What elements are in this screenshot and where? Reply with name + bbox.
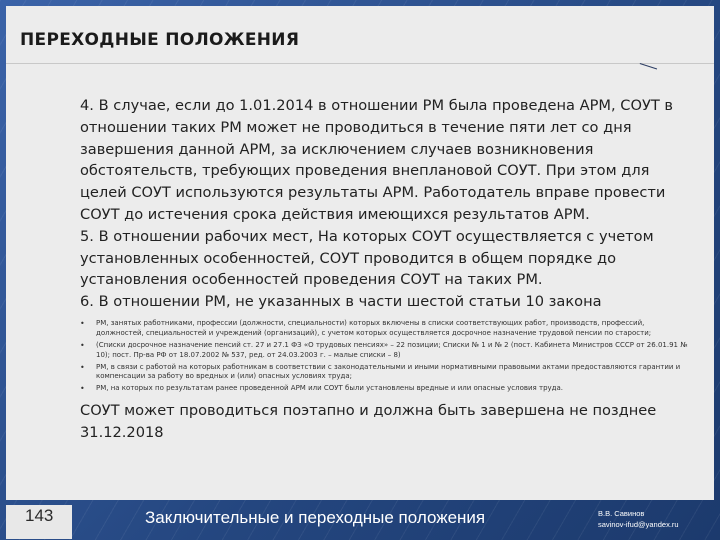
paragraph-4: 4. В случае, если до 1.01.2014 в отношении РМ была проведена АРМ, СОУТ в отношении таких РМ может не проводиться в течение пяти лет со дня завершения данной АРМ, за исключением случаев возникновения обстоятельств, требующих проведения внеплановой СОУТ. При этом для целей СОУТ используются результаты АРМ. Работодатель вправе провести СОУТ до истечения срока действия имеющихся результатов АРМ. — [80, 97, 674, 223]
bullet-text: РМ, на которых по результатам ранее проведенной АРМ или СОУТ были установлены вредные и или опасные условия труда. — [96, 384, 564, 393]
author-email: savinov-ifud@yandex.ru — [598, 520, 679, 529]
paragraph-5: 5. В отношении рабочих мест, На которых СОУТ осуществляется с учетом установленных особенностей, СОУТ проводится в общем порядке до установления особенностей проведения СОУТ на таких РМ. — [80, 227, 654, 289]
slide-title: ПЕРЕХОДНЫЕ ПОЛОЖЕНИЯ — [20, 30, 300, 50]
list-item — [80, 319, 692, 339]
bullet-text: (Списки досрочное назначение пенсий ст. 27 и 27.1 ФЗ «О трудовых пенсиях» – 22 позиции; Списки № 1 и № 2 (пост. Кабинета Министров СССР от 26.01.91 № 10); пост. Пр-ва РФ от 18.07.2002 № 537, ред. от 24.03.2003 г. – малые списки – 8) — [96, 340, 688, 359]
bullet-icon: • — [80, 384, 85, 394]
closing-statement: СОУТ может проводиться поэтапно и должна быть завершена не позднее 31.12.2018 — [80, 402, 657, 441]
bullet-text: РМ, в связи с работой на которых работникам в соответствии с законодательными и иными нормативными правовыми актами предоставляются гарантии и компенсации за работу во вредных и (или) опасных условиях труда; — [96, 362, 681, 381]
author-name: В.В. Савинов — [598, 509, 645, 518]
bullet-text: РМ, занятых работниками, профессии (должности, специальности) которых включены в списки соответствующих работ, производств, профессий, должностей, специальностей и учреждений (организаций), с учетом которых осуществляется досрочное назначение трудовой пенсии по старости; — [96, 318, 652, 337]
footer-title: Заключительные и переходные положения — [145, 508, 486, 527]
page-number: 143 — [25, 506, 54, 525]
title-divider — [6, 63, 714, 64]
list-item — [80, 341, 692, 361]
list-item — [80, 384, 692, 394]
bullet-icon: • — [80, 340, 85, 350]
bullet-icon: • — [80, 318, 85, 328]
author-info — [598, 508, 679, 530]
list-item — [80, 363, 692, 383]
bullet-icon: • — [80, 362, 85, 372]
bullet-list — [80, 319, 692, 394]
slide-content — [80, 95, 692, 444]
paragraph-6: 6. В отношении РМ, не указанных в части шестой статьи 10 закона — [80, 293, 602, 311]
